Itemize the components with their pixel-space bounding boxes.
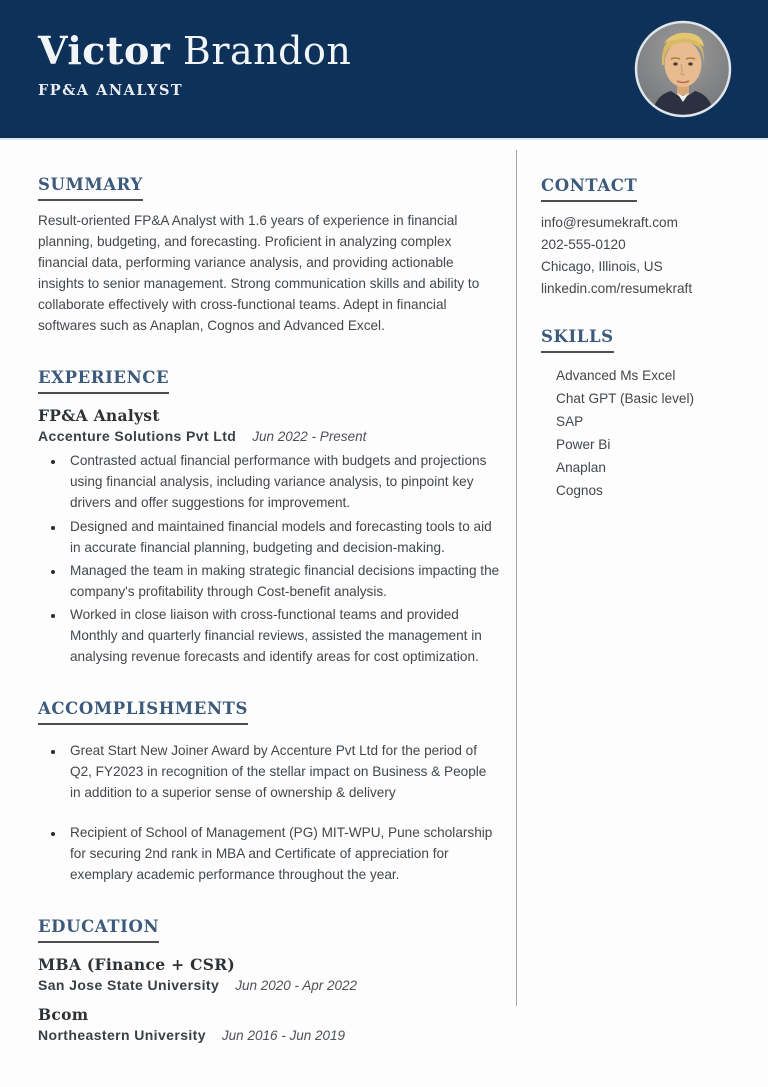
experience-bullet: • Contrasted actual financial performance with budgets and projections using financial analysis, including variance analysis, to pinpoint key drivers and offer suggestions for improvement. <box>65 450 500 513</box>
job-title: FP&A ANALYST <box>38 81 184 99</box>
skills-section <box>541 328 740 502</box>
experience-section <box>38 369 500 667</box>
skill-item: SAP <box>556 413 584 429</box>
experience-heading: EXPERIENCE <box>38 369 169 394</box>
experience-bullet: • Designed and maintained financial models and forecasting tools to aid in accurate financial planning, budgeting and decision-making. <box>65 516 500 558</box>
accomplishment-bullet: • Recipient of School of Management (PG) MIT-WPU, Pune scholarship for securing 2nd rank in MBA and Certificate of appreciation for exemplary academic performance throughout the year. <box>65 822 500 885</box>
job-role-title: FP&A Analyst <box>38 406 160 426</box>
first-name: Victor <box>38 28 171 73</box>
school-line <box>38 977 500 993</box>
skill-item: Cognos <box>556 482 603 498</box>
skill-item: Advanced Ms Excel <box>556 367 676 383</box>
contact-location: Chicago, Illinois, US <box>541 258 663 274</box>
main-column <box>38 140 500 1053</box>
contact-section <box>541 177 740 300</box>
last-name: Brandon <box>182 29 352 73</box>
education-dates: Jun 2020 - Apr 2022 <box>235 978 358 994</box>
degree-title: Bcom <box>38 1005 89 1025</box>
skills-heading: SKILLS <box>541 328 614 353</box>
experience-entry <box>38 406 500 667</box>
skill-item: Chat GPT (Basic level) <box>556 390 694 406</box>
degree-title: MBA (Finance + CSR) <box>38 955 236 975</box>
accomplishments-heading: ACCOMPLISHMENTS <box>38 700 248 725</box>
content-area <box>0 140 768 1053</box>
job-dates: Jun 2022 - Present <box>252 429 367 445</box>
skill-item: Anaplan <box>556 459 606 475</box>
experience-bullet-list <box>38 450 500 667</box>
side-column <box>517 140 740 502</box>
school-line <box>38 1027 500 1043</box>
summary-section <box>38 176 500 336</box>
accomplishment-bullet: • Great Start New Joiner Award by Accenture Pvt Ltd for the period of Q2, FY2023 in recognition of the stellar impact on Business & People in addition to a superior sense of ownership & delivery <box>65 740 500 803</box>
contact-list <box>541 212 740 300</box>
contact-phone: 202-555-0120 <box>541 236 626 252</box>
summary-text: Result-oriented FP&A Analyst with 1.6 years of experience in financial planning, budgeting, and forecasting. Proficient in analyzing complex financial data, performing variance analysis, and providing actionable insights to senior management. Strong communication skills and ability to collaborate effectively with cross-functional teams. Adept in financial softwares such as Anaplan, Cognos and Advanced Excel. <box>38 212 480 334</box>
education-entry <box>38 955 500 993</box>
school-name: Northeastern University <box>38 1027 206 1044</box>
company-line <box>38 428 500 444</box>
skill-item: Power Bi <box>556 436 611 452</box>
contact-email: info@resumekraft.com <box>541 214 678 230</box>
accomplishments-bullet-list <box>38 740 500 885</box>
page-title <box>38 30 351 73</box>
school-name: San Jose State University <box>38 977 220 994</box>
summary-heading: SUMMARY <box>38 176 143 201</box>
education-entry <box>38 1005 500 1043</box>
avatar-illustration <box>633 19 733 119</box>
contact-linkedin: linkedin.com/resumekraft <box>541 280 693 296</box>
education-section <box>38 918 500 1043</box>
education-dates: Jun 2016 - Jun 2019 <box>221 1028 346 1044</box>
experience-bullet: • Managed the team in making strategic financial decisions impacting the company's profitability through Cost-benefit analysis. <box>65 560 500 602</box>
accomplishments-section <box>38 700 500 885</box>
name-block <box>38 30 351 99</box>
experience-bullet: • Worked in close liaison with cross-functional teams and provided Monthly and quarterly financial reviews, assisted the management in analysing revenue forecasts and identify areas for cost optimization. <box>65 604 500 667</box>
skills-list <box>541 364 740 502</box>
resume-header <box>0 0 768 140</box>
education-heading: EDUCATION <box>38 918 159 943</box>
company-name: Accenture Solutions Pvt Ltd <box>38 428 237 445</box>
profile-photo <box>633 19 733 119</box>
contact-heading: CONTACT <box>541 177 637 202</box>
